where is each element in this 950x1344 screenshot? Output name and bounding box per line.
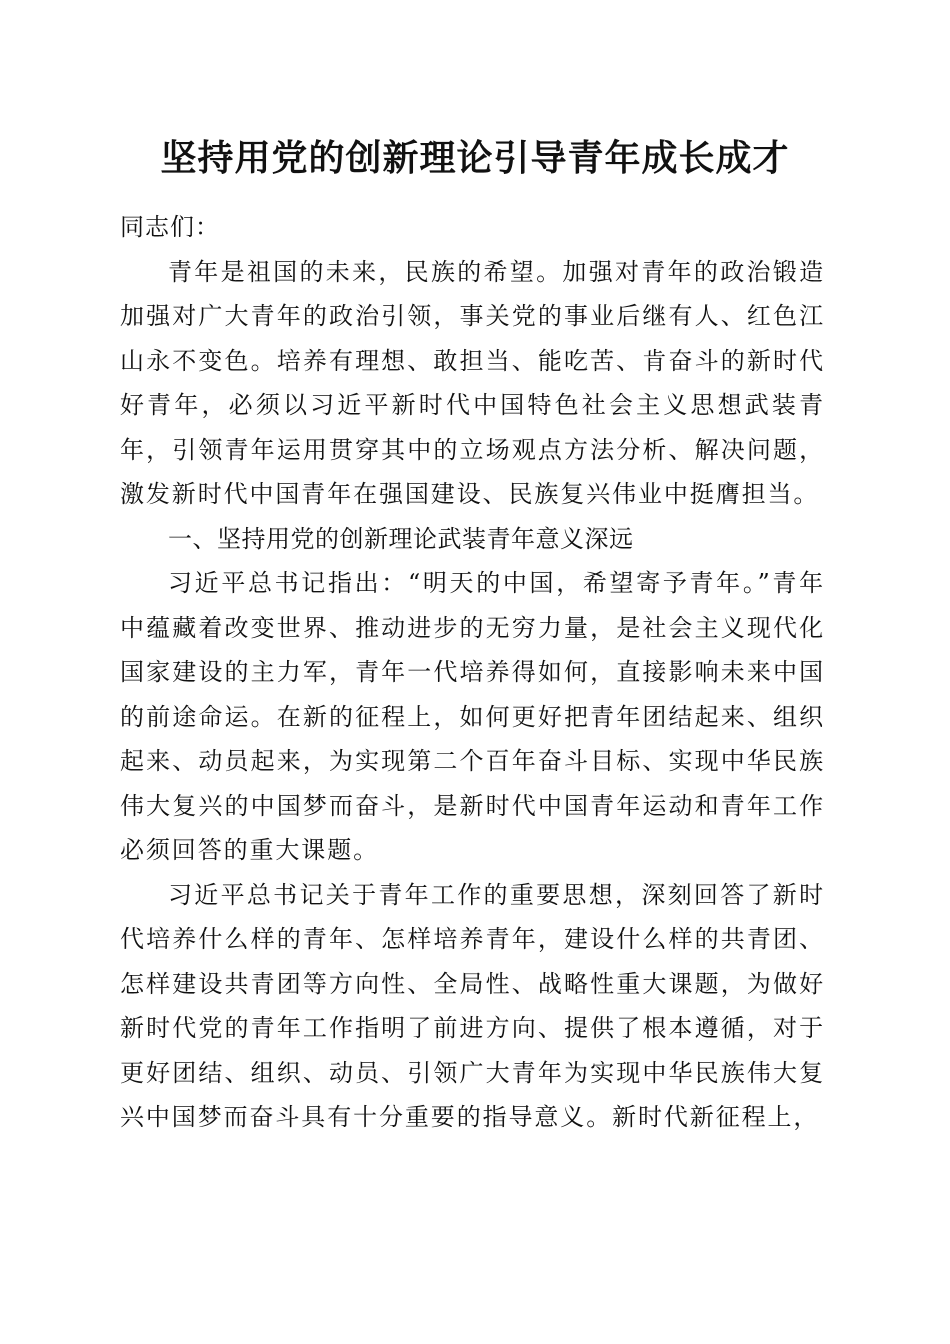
section-heading: 一、坚持用党的创新理论武装青年意义深远 — [168, 524, 634, 553]
salutation: 同志们： — [120, 213, 220, 241]
paragraph-quote: 习近平总书记指出：“明天的中国，希望寄予青年。”青年中蕴藏着改变世界、推动进步的无穷力量，是社会主义现代化国家建设的主力军，青年一代培养得如何，直接影响未来中国的前途命运。在新的征程上，如何更好把青年团结起来、组织起来、动员起来，为实现第二个百年奋斗目标、实现中华民族伟大复兴的中国梦而奋斗，是新时代中国青年运动和青年工作必须回答的重大课题。 — [120, 569, 825, 864]
document-body — [120, 205, 825, 1140]
paragraph-intro: 青年是祖国的未来，民族的希望。加强对青年的政治锻造加强对广大青年的政治引领，事关党的事业后继有人、红色江山永不变色。培养有理想、敢担当、能吃苦、肯奋斗的新时代好青年，必须以习近平新时代中国特色社会主义思想武装青年，引领青年运用贯穿其中的立场观点方法分析、解决问题，激发新时代中国青年在强国建设、民族复兴伟业中挺膺担当。 — [120, 257, 825, 508]
document-title: 坚持用党的创新理论引导青年成长成才 — [160, 138, 790, 179]
paragraph-thought: 习近平总书记关于青年工作的重要思想，深刻回答了新时代培养什么样的青年、怎样培养青年，建设什么样的共青团、怎样建设共青团等方向性、全局性、战略性重大课题，为做好新时代党的青年工作指明了前进方向、提供了根本遵循，对于更好团结、组织、动员、引领广大青年为实现中华民族伟大复兴中国梦而奋斗具有十分重要的指导意义。新时代新征程上， — [120, 880, 825, 1131]
